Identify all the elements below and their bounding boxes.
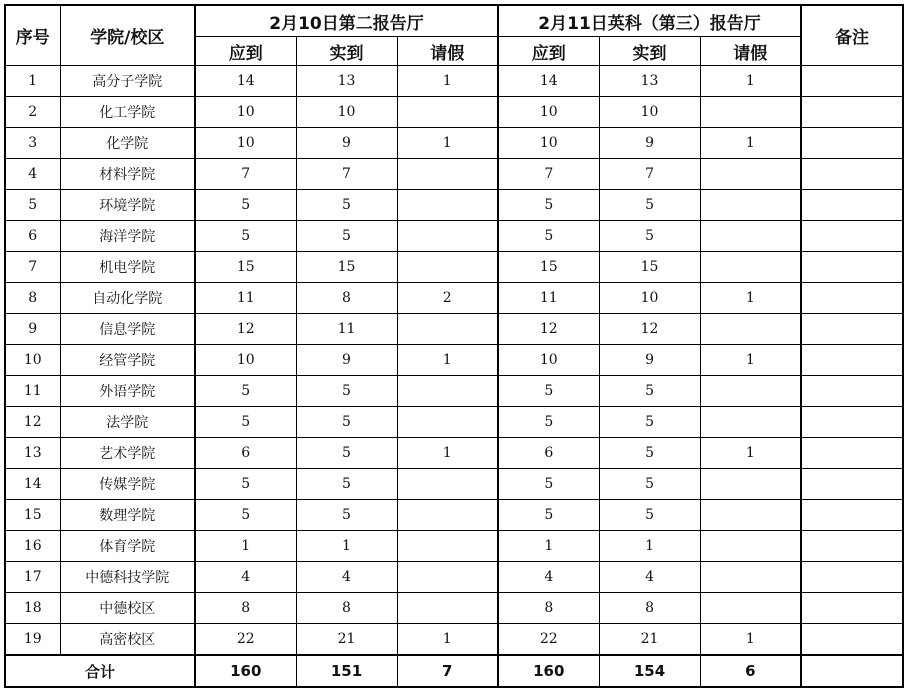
row-s1-leave: 1 — [397, 624, 498, 656]
table-row — [5, 376, 903, 407]
row-s1-expected: 8 — [195, 593, 296, 624]
row-number: 3 — [5, 128, 60, 159]
row-s1-leave: 1 — [397, 438, 498, 469]
row-college: 环境学院 — [60, 190, 195, 221]
row-s1-expected: 5 — [195, 376, 296, 407]
header-s2-leave: 请假 — [700, 37, 801, 66]
row-s2-expected: 14 — [498, 66, 599, 97]
row-college: 高分子学院 — [60, 66, 195, 97]
row-remark — [801, 128, 903, 159]
row-s1-present: 5 — [296, 190, 397, 221]
table-row — [5, 407, 903, 438]
row-s2-leave — [700, 500, 801, 531]
table-row — [5, 345, 903, 376]
row-s2-present: 10 — [599, 283, 700, 314]
row-college: 高密校区 — [60, 624, 195, 656]
row-s2-expected: 10 — [498, 97, 599, 128]
row-s2-expected: 5 — [498, 500, 599, 531]
row-remark — [801, 314, 903, 345]
row-s1-present: 4 — [296, 562, 397, 593]
table-row — [5, 190, 903, 221]
row-remark — [801, 97, 903, 128]
row-college: 数理学院 — [60, 500, 195, 531]
row-s2-present: 10 — [599, 97, 700, 128]
row-college: 经管学院 — [60, 345, 195, 376]
table-row — [5, 438, 903, 469]
row-number: 14 — [5, 469, 60, 500]
row-s2-leave — [700, 252, 801, 283]
row-s1-expected: 22 — [195, 624, 296, 656]
table-row — [5, 97, 903, 128]
row-number: 4 — [5, 159, 60, 190]
row-s2-present: 5 — [599, 500, 700, 531]
row-s2-expected: 10 — [498, 345, 599, 376]
row-s2-leave — [700, 159, 801, 190]
row-s2-leave: 1 — [700, 345, 801, 376]
row-s1-expected: 5 — [195, 500, 296, 531]
row-s1-leave: 2 — [397, 283, 498, 314]
table-row — [5, 66, 903, 97]
row-number: 6 — [5, 221, 60, 252]
row-s1-expected: 5 — [195, 469, 296, 500]
row-remark — [801, 376, 903, 407]
row-remark — [801, 221, 903, 252]
row-s1-expected: 10 — [195, 128, 296, 159]
row-s1-leave — [397, 159, 498, 190]
row-s2-expected: 22 — [498, 624, 599, 656]
row-remark — [801, 407, 903, 438]
header-session-2: 2月11日英科（第三）报告厅 — [498, 5, 801, 37]
row-s2-expected: 5 — [498, 221, 599, 252]
row-remark — [801, 531, 903, 562]
row-remark — [801, 438, 903, 469]
total-s1-leave: 7 — [397, 655, 498, 687]
row-s1-present: 9 — [296, 345, 397, 376]
row-s2-present: 5 — [599, 376, 700, 407]
table-row — [5, 221, 903, 252]
row-s2-present: 5 — [599, 438, 700, 469]
table-row — [5, 500, 903, 531]
header-college: 学院/校区 — [60, 5, 195, 66]
row-s2-leave — [700, 190, 801, 221]
row-s2-expected: 5 — [498, 407, 599, 438]
row-s2-leave — [700, 531, 801, 562]
row-s2-present: 7 — [599, 159, 700, 190]
row-s1-expected: 15 — [195, 252, 296, 283]
row-s2-present: 5 — [599, 221, 700, 252]
row-s2-present: 5 — [599, 190, 700, 221]
row-s2-present: 1 — [599, 531, 700, 562]
row-s1-leave — [397, 500, 498, 531]
table-row — [5, 283, 903, 314]
row-remark — [801, 159, 903, 190]
row-s1-expected: 7 — [195, 159, 296, 190]
total-label: 合计 — [5, 655, 195, 687]
row-s2-present: 21 — [599, 624, 700, 656]
total-s1-expected: 160 — [195, 655, 296, 687]
row-number: 12 — [5, 407, 60, 438]
header-remark: 备注 — [801, 5, 903, 66]
row-s2-present: 9 — [599, 128, 700, 159]
row-s1-present: 21 — [296, 624, 397, 656]
row-s1-present: 8 — [296, 283, 397, 314]
total-row — [5, 655, 903, 687]
row-college: 中德校区 — [60, 593, 195, 624]
row-college: 艺术学院 — [60, 438, 195, 469]
row-s2-expected: 1 — [498, 531, 599, 562]
row-remark — [801, 562, 903, 593]
row-s2-leave — [700, 469, 801, 500]
row-college: 信息学院 — [60, 314, 195, 345]
row-college: 海洋学院 — [60, 221, 195, 252]
row-s2-expected: 6 — [498, 438, 599, 469]
row-number: 19 — [5, 624, 60, 656]
row-s1-present: 5 — [296, 500, 397, 531]
row-number: 17 — [5, 562, 60, 593]
row-s2-present: 8 — [599, 593, 700, 624]
table-row — [5, 128, 903, 159]
row-s1-expected: 14 — [195, 66, 296, 97]
row-s1-present: 5 — [296, 438, 397, 469]
header-s1-present: 实到 — [296, 37, 397, 66]
row-college: 传媒学院 — [60, 469, 195, 500]
total-s2-present: 154 — [599, 655, 700, 687]
row-s1-present: 8 — [296, 593, 397, 624]
row-s1-expected: 10 — [195, 97, 296, 128]
row-s2-leave — [700, 562, 801, 593]
row-s2-present: 5 — [599, 469, 700, 500]
header-s1-expected: 应到 — [195, 37, 296, 66]
row-s1-expected: 4 — [195, 562, 296, 593]
attendance-table — [4, 4, 904, 688]
row-s2-present: 15 — [599, 252, 700, 283]
row-number: 9 — [5, 314, 60, 345]
row-s2-leave: 1 — [700, 128, 801, 159]
row-s2-present: 13 — [599, 66, 700, 97]
row-number: 1 — [5, 66, 60, 97]
total-s2-leave: 6 — [700, 655, 801, 687]
row-s2-leave: 1 — [700, 66, 801, 97]
header-seq: 序号 — [5, 5, 60, 66]
row-s1-present: 13 — [296, 66, 397, 97]
row-remark — [801, 345, 903, 376]
row-s2-present: 4 — [599, 562, 700, 593]
table-row — [5, 252, 903, 283]
row-remark — [801, 66, 903, 97]
row-s2-present: 9 — [599, 345, 700, 376]
header-s1-leave: 请假 — [397, 37, 498, 66]
row-college: 外语学院 — [60, 376, 195, 407]
row-remark — [801, 283, 903, 314]
row-s1-expected: 10 — [195, 345, 296, 376]
row-s1-leave — [397, 97, 498, 128]
row-s2-expected: 12 — [498, 314, 599, 345]
row-college: 机电学院 — [60, 252, 195, 283]
row-s1-leave — [397, 469, 498, 500]
row-s2-expected: 10 — [498, 128, 599, 159]
row-remark — [801, 624, 903, 656]
table-row — [5, 624, 903, 656]
row-s1-expected: 5 — [195, 221, 296, 252]
table-row — [5, 314, 903, 345]
row-s1-leave: 1 — [397, 66, 498, 97]
row-number: 11 — [5, 376, 60, 407]
row-s2-present: 5 — [599, 407, 700, 438]
row-s1-present: 1 — [296, 531, 397, 562]
row-s1-present: 5 — [296, 376, 397, 407]
row-s1-present: 10 — [296, 97, 397, 128]
row-s1-expected: 5 — [195, 190, 296, 221]
row-college: 体育学院 — [60, 531, 195, 562]
row-s2-leave — [700, 407, 801, 438]
row-s2-leave: 1 — [700, 438, 801, 469]
row-s2-expected: 5 — [498, 376, 599, 407]
row-s1-leave — [397, 252, 498, 283]
row-s1-leave — [397, 562, 498, 593]
header-s2-present: 实到 — [599, 37, 700, 66]
row-s1-leave — [397, 531, 498, 562]
table-row — [5, 159, 903, 190]
row-s1-present: 5 — [296, 469, 397, 500]
row-s2-expected: 7 — [498, 159, 599, 190]
row-remark — [801, 593, 903, 624]
row-s2-present: 12 — [599, 314, 700, 345]
row-number: 13 — [5, 438, 60, 469]
row-number: 8 — [5, 283, 60, 314]
row-s1-leave — [397, 190, 498, 221]
total-remark — [801, 655, 903, 687]
row-s1-expected: 1 — [195, 531, 296, 562]
row-s2-expected: 11 — [498, 283, 599, 314]
row-s1-present: 5 — [296, 407, 397, 438]
row-s1-leave — [397, 593, 498, 624]
row-s2-expected: 8 — [498, 593, 599, 624]
header-session-1: 2月10日第二报告厅 — [195, 5, 498, 37]
row-s2-leave — [700, 376, 801, 407]
row-s2-expected: 5 — [498, 190, 599, 221]
row-college: 材料学院 — [60, 159, 195, 190]
row-s1-expected: 12 — [195, 314, 296, 345]
row-s1-leave — [397, 314, 498, 345]
total-s1-present: 151 — [296, 655, 397, 687]
table-row — [5, 469, 903, 500]
row-s2-leave — [700, 221, 801, 252]
row-s1-expected: 5 — [195, 407, 296, 438]
row-s1-present: 9 — [296, 128, 397, 159]
row-number: 5 — [5, 190, 60, 221]
row-s2-leave: 1 — [700, 283, 801, 314]
row-number: 7 — [5, 252, 60, 283]
row-s1-expected: 6 — [195, 438, 296, 469]
row-remark — [801, 469, 903, 500]
row-s2-leave — [700, 97, 801, 128]
row-college: 法学院 — [60, 407, 195, 438]
row-s2-leave — [700, 593, 801, 624]
row-s1-present: 7 — [296, 159, 397, 190]
table-row — [5, 531, 903, 562]
row-s1-leave — [397, 407, 498, 438]
row-s1-present: 5 — [296, 221, 397, 252]
row-s1-leave: 1 — [397, 128, 498, 159]
row-s2-expected: 4 — [498, 562, 599, 593]
row-s1-present: 15 — [296, 252, 397, 283]
row-number: 16 — [5, 531, 60, 562]
row-remark — [801, 500, 903, 531]
row-s1-present: 11 — [296, 314, 397, 345]
row-number: 10 — [5, 345, 60, 376]
total-s2-expected: 160 — [498, 655, 599, 687]
row-number: 2 — [5, 97, 60, 128]
row-remark — [801, 190, 903, 221]
row-college: 中德科技学院 — [60, 562, 195, 593]
header-s2-expected: 应到 — [498, 37, 599, 66]
table-row — [5, 562, 903, 593]
row-s1-leave: 1 — [397, 345, 498, 376]
row-s1-leave — [397, 221, 498, 252]
row-s2-leave: 1 — [700, 624, 801, 656]
row-s2-expected: 5 — [498, 469, 599, 500]
row-number: 15 — [5, 500, 60, 531]
row-college: 化学院 — [60, 128, 195, 159]
row-s2-expected: 15 — [498, 252, 599, 283]
row-number: 18 — [5, 593, 60, 624]
row-s1-expected: 11 — [195, 283, 296, 314]
row-college: 化工学院 — [60, 97, 195, 128]
row-s2-leave — [700, 314, 801, 345]
table-row — [5, 593, 903, 624]
row-s1-leave — [397, 376, 498, 407]
table-body — [5, 66, 903, 656]
row-college: 自动化学院 — [60, 283, 195, 314]
row-remark — [801, 252, 903, 283]
